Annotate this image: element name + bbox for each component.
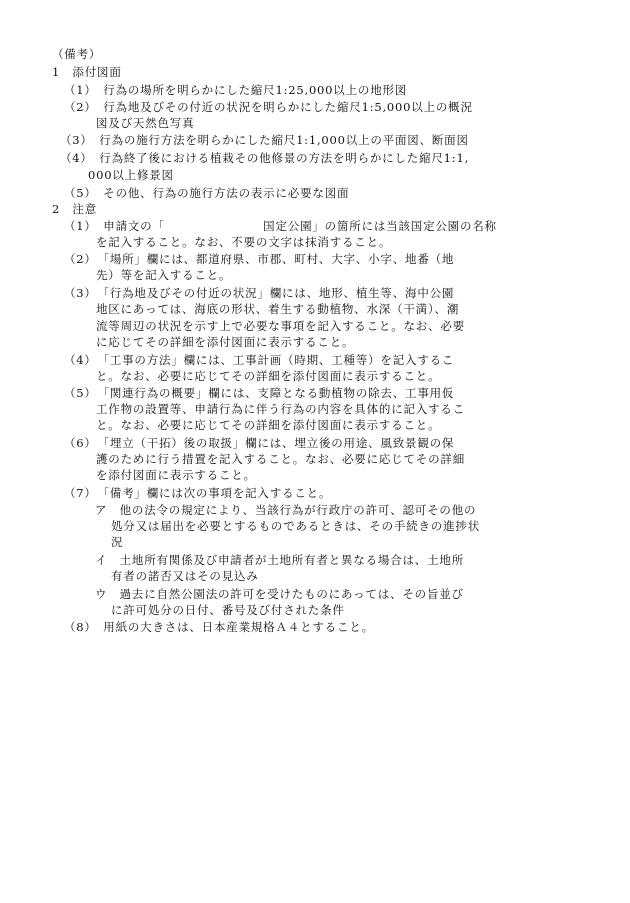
s2-item-2-cont: 先）等を記入すること。	[96, 268, 232, 282]
s2-item-7-u-cont: に許可処分の日付、番号及び付された条件	[111, 603, 345, 617]
section-2-title: 2 注意	[52, 202, 98, 216]
section-1-title: 1 添付図面	[52, 65, 122, 79]
s1-item-1: （1） 行為の場所を明らかにした縮尺1:25,000以上の地形図	[64, 83, 408, 97]
remarks-heading: （備考）	[52, 47, 102, 61]
s1-item-2-cont: 図及び天然色写真	[96, 116, 195, 130]
s2-item-7-i: イ 土地所有関係及び申請者が土地所有者と異なる場合は、土地所	[95, 553, 464, 567]
s2-item-5: （5） 「関連行為の概要」欄には、支障となる動植物の除去、工事用仮	[64, 386, 455, 400]
s2-item-3-cont: 流等周辺の状況を示す上で必要な事項を記入すること。なお、必要	[96, 319, 465, 333]
s2-item-5-cont: と。なお、必要に応じてその詳細を添付図面に表示すること。	[96, 418, 441, 432]
s2-item-4: （4） 「工事の方法」欄には、工事計画（時期、工種等）を記入するこ	[64, 353, 455, 367]
s2-item-1-cont: を記入すること。なお、不要の文字は抹消すること。	[96, 235, 392, 249]
s2-item-4-cont: と。なお、必要に応じてその詳細を添付図面に表示すること。	[96, 369, 441, 383]
s2-item-3: （3） 「行為地及びその付近の状況」欄には、地形、植生等、海中公園	[64, 286, 455, 300]
s2-item-8: （8） 用紙の大きさは、日本産業規格Ａ４とすること。	[64, 620, 374, 634]
s2-item-3-cont: 地区にあっては、海底の形状、着生する動植物、水深（干満）、潮	[96, 302, 460, 316]
s2-item-1: （1） 申請文の「 国定公園」の箇所には当該国定公園の名称	[64, 219, 497, 233]
s1-item-2: （2） 行為地及びその付近の状況を明らかにした縮尺1:5,000以上の概況	[64, 100, 473, 114]
s1-item-3: （3） 行為の施行方法を明らかにした縮尺1:1,000以上の平面図、断面図	[60, 133, 469, 147]
s2-item-7-a-cont: 処分又は届出を必要とするものであるときは、その手続きの進捗状	[111, 519, 480, 533]
s2-item-6: （6） 「埋立（干拓）後の取扱」欄には、埋立後の用途、風致景観の保	[64, 436, 455, 450]
s2-item-6-cont: 護のために行う措置を記入すること。なお、必要に応じてその詳細	[96, 452, 465, 466]
s2-item-6-cont: を添付図面に表示すること。	[96, 468, 256, 482]
s2-item-5-cont: 工作物の設置等、申請行為に伴う行為の内容を具体的に記入するこ	[96, 402, 465, 416]
s2-item-7-u: ウ 過去に自然公園法の許可を受けたものにあっては、その旨並び	[95, 587, 464, 601]
s1-item-4-cont: 000以上修景図	[88, 168, 174, 182]
s1-item-5: （5） その他、行為の施行方法の表示に必要な図面	[64, 186, 350, 200]
s2-item-7: （7） 「備考」欄には次の事項を記入すること。	[64, 486, 332, 500]
s1-item-4: （4） 行為終了後における植栽その他修景の方法を明らかにした縮尺1:1,	[60, 151, 470, 165]
s2-item-7-a: ア 他の法令の規定により、当該行為が行政庁の許可、認可その他の	[95, 503, 477, 517]
s2-item-7-a-cont: 況	[111, 535, 124, 549]
s2-item-2: （2） 「場所」欄には、都道府県、市郡、町村、大字、小字、地番（地	[64, 252, 455, 266]
s2-item-7-i-cont: 有者の諾否又はその見込み	[111, 569, 259, 583]
s2-item-3-cont: に応じてその詳細を添付図面に表示すること。	[96, 335, 355, 349]
